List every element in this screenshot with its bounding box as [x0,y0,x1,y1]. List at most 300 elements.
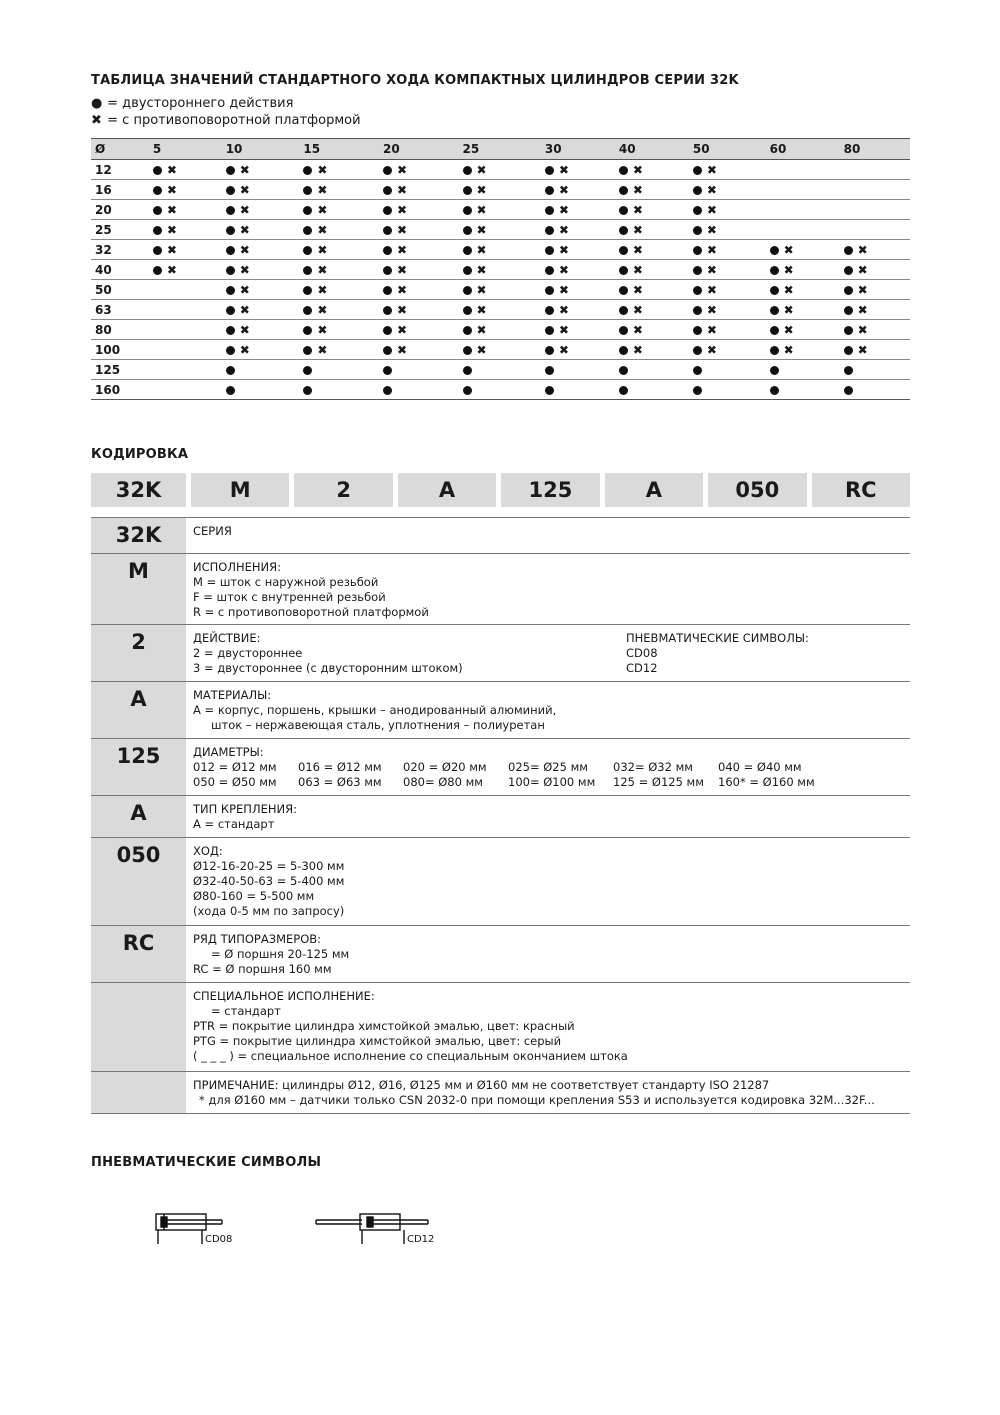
stroke-cell [689,160,766,180]
range-line: RC = Ø поршня 160 мм [193,962,332,976]
coding-row-note [91,1071,910,1114]
anti-rotation-cross-icon: ✖ [558,323,569,337]
stroke-cell [615,280,689,300]
bore-label: 100 [91,340,149,360]
double-acting-dot-icon [619,326,628,335]
stroke-cell [615,300,689,320]
anti-rotation-cross-icon: ✖ [632,323,643,337]
anti-rotation-cross-icon: ✖ [558,183,569,197]
double-acting-dot-icon [303,206,312,215]
anti-rotation-cross-icon: ✖ [239,283,250,297]
stroke-cell [615,240,689,260]
double-acting-dot-icon [545,226,554,235]
stroke-cell [840,280,910,300]
double-acting-dot-icon [619,246,628,255]
double-acting-dot-icon [545,366,554,375]
stroke-cell [689,380,766,400]
bore-label: 20 [91,200,149,220]
stroke-cell [615,320,689,340]
stroke-cell [299,360,379,380]
table-row [91,280,910,300]
double-acting-dot-icon [303,346,312,355]
double-acting-dot-icon [545,266,554,275]
double-acting-dot-icon [619,166,628,175]
anti-rotation-cross-icon: ✖ [396,283,408,297]
double-acting-dot-icon [770,366,779,375]
anti-rotation-cross-icon: ✖ [166,223,177,237]
stroke-cell [459,180,541,200]
double-acting-dot-icon [226,366,235,375]
mounting-line: A = стандарт [193,817,275,831]
anti-rotation-cross-icon: ✖ [396,263,408,277]
double-acting-dot-icon [383,266,392,275]
anti-rotation-cross-icon: ✖ [396,223,408,237]
double-acting-dot-icon [383,346,392,355]
anti-rotation-cross-icon: ✖ [239,323,250,337]
double-acting-dot-icon [303,286,312,295]
coding-row-action [91,624,910,681]
stroke-cell [299,260,379,280]
note-line: * для Ø160 мм – датчики только CSN 2032-0 при помощи крепления S53 и используется кодировка 32M...32F... [199,1093,875,1107]
anti-rotation-cross-icon: ✖ [317,343,328,357]
stroke-cell [689,320,766,340]
double-acting-dot-icon [545,206,554,215]
double-acting-dot-icon [545,246,554,255]
double-acting-dot-icon [226,266,235,275]
double-acting-dot-icon [693,346,702,355]
stroke-cell [222,200,300,220]
bore-label: 160 [91,380,149,400]
stroke-cell [149,220,222,240]
double-acting-dot-icon [303,246,312,255]
bore-header: Ø [91,139,149,160]
double-acting-dot-icon [383,306,392,315]
range-title: РЯД ТИПОРАЗМЕРОВ: [193,932,322,946]
anti-rotation-cross-icon: ✖ [476,243,487,257]
table-row [91,200,910,220]
anti-rotation-cross-icon: ✖ [706,203,717,217]
versions-title: ИСПОЛНЕНИЯ: [193,560,282,574]
stroke-cell [379,380,459,400]
stroke-cell [379,360,459,380]
diameter-item: 100= Ø100 мм [508,775,596,789]
stroke-cell [299,320,379,340]
anti-rotation-cross-icon: ✖ [632,223,643,237]
double-acting-dot-icon [303,306,312,315]
double-acting-dot-icon [226,226,235,235]
anti-rotation-cross-icon: ✖ [706,303,717,317]
stroke-cell [615,340,689,360]
stroke-cell [766,340,840,360]
double-acting-dot-icon [153,226,162,235]
diameter-item: 040 = Ø40 мм [718,760,802,774]
special-line: ( _ _ _ ) = специальное исполнение со специальным окончанием штока [193,1049,628,1063]
special-line: = стандарт [211,1004,281,1018]
legend-dot-text: = двустороннего действия [107,96,294,111]
anti-rotation-cross-icon: ✖ [783,263,794,277]
stroke-cell [379,260,459,280]
stroke-cell [689,260,766,280]
double-acting-dot-icon [619,286,628,295]
double-acting-dot-icon [693,266,702,275]
stroke-cell [222,360,300,380]
code-part-mounting: A [605,473,703,507]
stroke-cell [766,160,840,180]
stroke-cell [689,280,766,300]
double-acting-dot-icon [153,206,162,215]
stroke-cell [379,200,459,220]
stroke-cell [459,300,541,320]
stroke-cell [541,340,615,360]
action-title: ДЕЙСТВИЕ: [193,631,261,645]
double-acting-dot-icon [303,386,312,395]
dot-symbol: ● [91,96,103,111]
stroke-cell [299,280,379,300]
code-versions: M [91,554,186,624]
stroke-cell [459,380,541,400]
bore-label: 80 [91,320,149,340]
symbols-title: ПНЕВМАТИЧЕСКИЕ СИМВОЛЫ [91,1155,322,1170]
diameters-grid [193,760,910,790]
stroke-table-title: ТАБЛИЦА ЗНАЧЕНИЙ СТАНДАРТНОГО ХОДА КОМПАКТНЫХ ЦИЛИНДРОВ СЕРИИ 32K [91,73,739,88]
double-acting-dot-icon [463,186,472,195]
anti-rotation-cross-icon: ✖ [558,283,569,297]
special-line: PTR = покрытие цилиндра химстойкой эмалью, цвет: красный [193,1019,575,1033]
stroke-cell [379,300,459,320]
double-acting-dot-icon [303,366,312,375]
anti-rotation-cross-icon: ✖ [706,343,717,357]
code-part-diameter: 125 [501,473,599,507]
stroke-cell [615,380,689,400]
double-acting-dot-icon [153,246,162,255]
double-acting-dot-icon [383,386,392,395]
stroke-cell [766,380,840,400]
stroke-cell [299,180,379,200]
bore-label: 50 [91,280,149,300]
anti-rotation-cross-icon: ✖ [558,203,569,217]
double-acting-dot-icon [383,226,392,235]
double-acting-dot-icon [619,226,628,235]
bore-label: 63 [91,300,149,320]
stroke-cell [222,380,300,400]
anti-rotation-cross-icon: ✖ [857,323,868,337]
anti-rotation-cross-icon: ✖ [396,203,408,217]
action-symbol: CD08 [626,646,658,660]
stroke-cell [689,180,766,200]
special-title: СПЕЦИАЛЬНОЕ ИСПОЛНЕНИЕ: [193,989,375,1003]
code-part-version: M [191,473,289,507]
anti-rotation-cross-icon: ✖ [706,243,717,257]
bore-label: 25 [91,220,149,240]
stroke-cell [766,220,840,240]
stroke-cell [149,240,222,260]
stroke-cell [379,240,459,260]
anti-rotation-cross-icon: ✖ [632,163,643,177]
double-acting-dot-icon [693,386,702,395]
coding-row-versions [91,553,910,624]
double-acting-dot-icon [619,366,628,375]
double-acting-dot-icon [383,326,392,335]
stroke-cell [299,220,379,240]
bore-label: 40 [91,260,149,280]
cd12-label: CD12 [407,1234,435,1245]
double-acting-dot-icon [693,186,702,195]
double-acting-dot-icon [303,186,312,195]
anti-rotation-cross-icon: ✖ [558,223,569,237]
anti-rotation-cross-icon: ✖ [476,263,487,277]
anti-rotation-cross-icon: ✖ [396,343,408,357]
double-acting-dot-icon [545,346,554,355]
double-acting-dot-icon [844,286,853,295]
stroke-cell [379,160,459,180]
stroke-cell [149,320,222,340]
anti-rotation-cross-icon: ✖ [317,203,328,217]
stroke-cell [149,360,222,380]
table-row [91,240,910,260]
anti-rotation-cross-icon: ✖ [166,263,177,277]
double-acting-dot-icon [770,286,779,295]
special-line: PTG = покрытие цилиндра химстойкой эмалью, цвет: серый [193,1034,562,1048]
stroke-line: Ø80-160 = 5-500 мм [193,889,315,903]
action-line: 3 = двустороннее (с двусторонним штоком) [193,661,463,675]
code-action: 2 [91,625,186,681]
stroke-cell [766,300,840,320]
anti-rotation-cross-icon: ✖ [706,283,717,297]
double-acting-dot-icon [693,286,702,295]
diameter-item: 016 = Ø12 мм [298,760,382,774]
stroke-cell [222,260,300,280]
stroke-cell [840,180,910,200]
stroke-cell [222,300,300,320]
anti-rotation-cross-icon: ✖ [317,323,328,337]
stroke-cell [222,320,300,340]
stroke-cell [615,200,689,220]
double-acting-dot-icon [770,346,779,355]
double-acting-dot-icon [463,206,472,215]
double-acting-dot-icon [770,306,779,315]
stroke-cell [149,180,222,200]
stroke-cell [615,260,689,280]
anti-rotation-cross-icon: ✖ [857,343,868,357]
double-acting-dot-icon [226,206,235,215]
double-acting-dot-icon [693,366,702,375]
anti-rotation-cross-icon: ✖ [476,323,487,337]
stroke-cell [222,220,300,240]
coding-table [91,517,910,1114]
double-acting-dot-icon [303,266,312,275]
stroke-cell [689,220,766,240]
anti-rotation-cross-icon: ✖ [632,283,643,297]
anti-rotation-cross-icon: ✖ [317,283,328,297]
anti-rotation-cross-icon: ✖ [239,343,250,357]
stroke-cell [541,280,615,300]
anti-rotation-cross-icon: ✖ [632,303,643,317]
stroke-cell [459,340,541,360]
anti-rotation-cross-icon: ✖ [396,163,408,177]
double-acting-dot-icon [844,386,853,395]
anti-rotation-cross-icon: ✖ [166,163,177,177]
double-acting-dot-icon [770,326,779,335]
double-acting-dot-icon [383,246,392,255]
code-part-action: 2 [294,473,392,507]
double-acting-dot-icon [226,186,235,195]
stroke-cell [766,240,840,260]
double-acting-dot-icon [693,326,702,335]
anti-rotation-cross-icon: ✖ [706,183,717,197]
anti-rotation-cross-icon: ✖ [558,343,569,357]
anti-rotation-cross-icon: ✖ [317,223,328,237]
anti-rotation-cross-icon: ✖ [396,243,408,257]
double-acting-dot-icon [463,326,472,335]
double-acting-dot-icon [844,246,853,255]
stroke-cell [541,200,615,220]
stroke-table [91,138,910,400]
anti-rotation-cross-icon: ✖ [239,163,250,177]
stroke-cell [840,380,910,400]
diameter-item: 025= Ø25 мм [508,760,588,774]
anti-rotation-cross-icon: ✖ [476,163,487,177]
stroke-cell [222,160,300,180]
double-acting-dot-icon [693,246,702,255]
double-acting-dot-icon [619,186,628,195]
anti-rotation-cross-icon: ✖ [558,243,569,257]
stroke-cell [459,360,541,380]
double-acting-dot-icon [545,186,554,195]
double-acting-dot-icon [153,266,162,275]
double-acting-dot-icon [844,306,853,315]
anti-rotation-cross-icon: ✖ [239,183,250,197]
anti-rotation-cross-icon: ✖ [632,263,643,277]
code-part-range: RC [812,473,910,507]
code-note [91,1072,186,1113]
double-acting-dot-icon [303,166,312,175]
anti-rotation-cross-icon: ✖ [239,243,250,257]
stroke-header: 10 [222,139,300,160]
anti-rotation-cross-icon: ✖ [783,283,794,297]
table-row [91,320,910,340]
stroke-cell [149,300,222,320]
stroke-cell [299,340,379,360]
diameter-item: 032= Ø32 мм [613,760,693,774]
double-acting-dot-icon [844,266,853,275]
stroke-header: 5 [149,139,222,160]
anti-rotation-cross-icon: ✖ [317,163,328,177]
stroke-cell [222,240,300,260]
double-acting-dot-icon [619,206,628,215]
stroke-cell [840,240,910,260]
anti-rotation-cross-icon: ✖ [476,223,487,237]
anti-rotation-cross-icon: ✖ [706,163,717,177]
stroke-cell [299,200,379,220]
double-acting-dot-icon [383,186,392,195]
stroke-cell [459,220,541,240]
double-acting-dot-icon [463,226,472,235]
stroke-cell [149,380,222,400]
stroke-cell [840,200,910,220]
stroke-cell [689,240,766,260]
stroke-cell [459,160,541,180]
stroke-cell [541,160,615,180]
stroke-cell [459,320,541,340]
stroke-header: 40 [615,139,689,160]
double-acting-dot-icon [770,386,779,395]
materials-line: A = корпус, поршень, крышки – анодированный алюминий, [193,703,557,717]
bore-label: 125 [91,360,149,380]
coding-row-mounting [91,795,910,837]
anti-rotation-cross-icon: ✖ [857,243,868,257]
mounting-title: ТИП КРЕПЛЕНИЯ: [193,802,297,816]
anti-rotation-cross-icon: ✖ [558,303,569,317]
stroke-cell [541,220,615,240]
anti-rotation-cross-icon: ✖ [476,283,487,297]
stroke-cell [766,180,840,200]
cross-symbol: ✖ [91,113,102,128]
stroke-cell [459,200,541,220]
double-acting-dot-icon [693,226,702,235]
stroke-cell [840,300,910,320]
double-acting-dot-icon [226,166,235,175]
stroke-cell [459,240,541,260]
versions-line: R = с противоповоротной платформой [193,605,429,619]
legend-cross-text: = с противоповоротной платформой [107,113,361,128]
cd08-label: CD08 [205,1234,233,1245]
double-acting-dot-icon [463,346,472,355]
anti-rotation-cross-icon: ✖ [239,263,250,277]
diameter-item: 020 = Ø20 мм [403,760,487,774]
stroke-cell [840,340,910,360]
action-symbols-title: ПНЕВМАТИЧЕСКИЕ СИМВОЛЫ: [626,631,809,645]
stroke-cell [615,360,689,380]
double-acting-dot-icon [383,206,392,215]
stroke-cell [222,180,300,200]
double-acting-dot-icon [463,366,472,375]
code-stroke: 050 [91,838,186,925]
stroke-cell [149,160,222,180]
stroke-header: 60 [766,139,840,160]
anti-rotation-cross-icon: ✖ [783,343,794,357]
table-row [91,180,910,200]
stroke-cell [541,260,615,280]
stroke-header: 20 [379,139,459,160]
anti-rotation-cross-icon: ✖ [783,303,794,317]
double-acting-dot-icon [383,366,392,375]
code-diameters: 125 [91,739,186,795]
table-row [91,380,910,400]
table-row [91,360,910,380]
code-mounting: A [91,796,186,837]
double-acting-dot-icon [693,206,702,215]
stroke-cell [299,240,379,260]
code-part-stroke: 050 [708,473,806,507]
anti-rotation-cross-icon: ✖ [476,343,487,357]
bore-label: 32 [91,240,149,260]
stroke-cell [766,320,840,340]
table-row [91,300,910,320]
anti-rotation-cross-icon: ✖ [706,263,717,277]
anti-rotation-cross-icon: ✖ [706,323,717,337]
stroke-cell [379,180,459,200]
anti-rotation-cross-icon: ✖ [166,203,177,217]
anti-rotation-cross-icon: ✖ [857,263,868,277]
coding-row-diameters [91,738,910,795]
double-acting-dot-icon [619,266,628,275]
stroke-cell [840,360,910,380]
anti-rotation-cross-icon: ✖ [476,183,487,197]
double-acting-dot-icon [303,226,312,235]
stroke-cell [459,280,541,300]
stroke-table-header [91,139,910,160]
anti-rotation-cross-icon: ✖ [317,243,328,257]
